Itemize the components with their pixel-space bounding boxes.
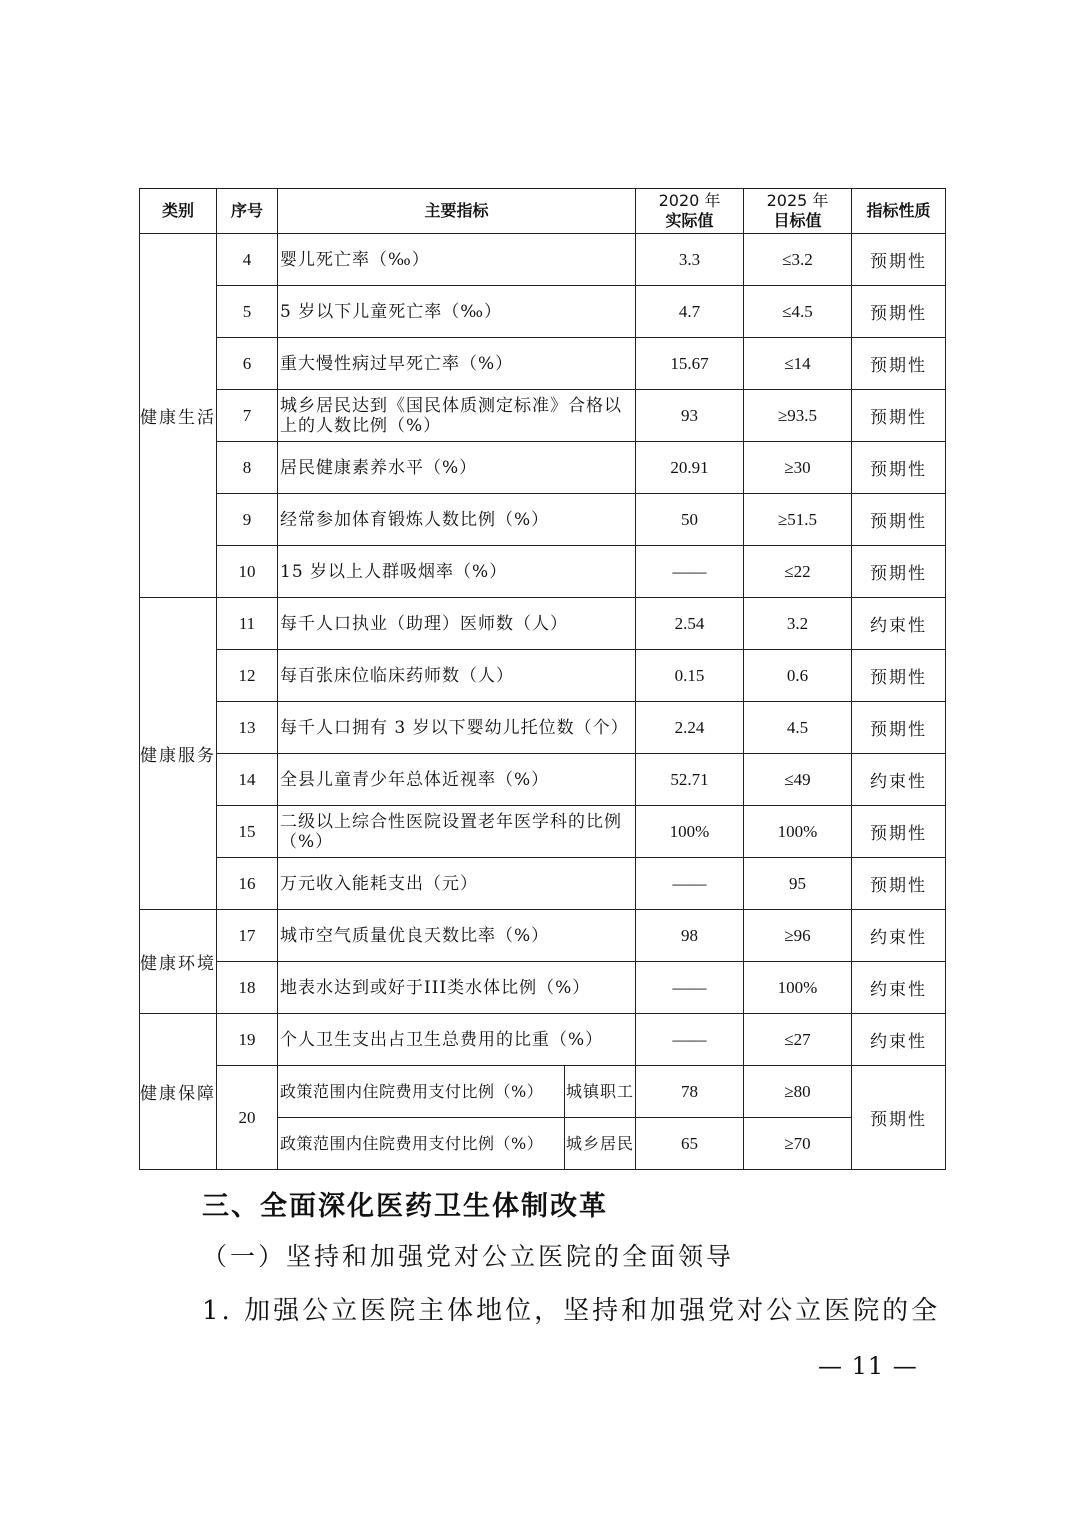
table-row — [140, 650, 946, 702]
value-2025-cell: ≥51.5 — [744, 494, 852, 546]
value-2025-cell: ≥70 — [744, 1118, 852, 1170]
value-2020-cell: 52.71 — [636, 754, 744, 806]
table-row — [140, 390, 946, 442]
value-2020-cell: 2.54 — [636, 598, 744, 650]
value-2025-cell: ≤4.5 — [744, 286, 852, 338]
seq-cell: 11 — [217, 598, 278, 650]
indicator-cell: 5 岁以下儿童死亡率（‰） — [278, 286, 636, 338]
seq-cell: 18 — [217, 962, 278, 1014]
table-row — [140, 546, 946, 598]
nature-cell: 预期性 — [852, 234, 946, 286]
table-row — [140, 1066, 946, 1118]
value-2025-cell: ≥80 — [744, 1066, 852, 1118]
sub-category-cell: 城镇职工 — [565, 1066, 636, 1118]
nature-cell: 预期性 — [852, 546, 946, 598]
nature-cell: 约束性 — [852, 910, 946, 962]
nature-cell: 约束性 — [852, 1014, 946, 1066]
seq-cell: 12 — [217, 650, 278, 702]
nature-cell: 预期性 — [852, 806, 946, 858]
header-2020-label: 实际值 — [665, 211, 714, 230]
value-2025-cell: ≤3.2 — [744, 234, 852, 286]
indicator-cell: 个人卫生支出占卫生总费用的比重（%） — [278, 1014, 636, 1066]
value-2025-cell: ≥96 — [744, 910, 852, 962]
header-seq: 序号 — [217, 189, 278, 234]
value-2025-cell: ≥30 — [744, 442, 852, 494]
category-service: 健康服务 — [140, 598, 217, 910]
value-2025-cell: ≤22 — [744, 546, 852, 598]
nature-cell: 预期性 — [852, 650, 946, 702]
value-2020-cell: —— — [636, 546, 744, 598]
value-2020-cell: 78 — [636, 1066, 744, 1118]
value-2025-cell: ≤49 — [744, 754, 852, 806]
seq-cell: 4 — [217, 234, 278, 286]
table-row — [140, 702, 946, 754]
seq-cell: 20 — [217, 1066, 278, 1170]
value-2020-cell: 3.3 — [636, 234, 744, 286]
table-row — [140, 286, 946, 338]
header-2025-year: 2025 年 — [766, 191, 829, 210]
header-2025 — [744, 189, 852, 234]
seq-cell: 8 — [217, 442, 278, 494]
indicator-cell: 婴儿死亡率（‰） — [278, 234, 636, 286]
header-2020-year: 2020 年 — [658, 191, 721, 210]
seq-cell: 17 — [217, 910, 278, 962]
category-guarantee: 健康保障 — [140, 1014, 217, 1170]
table-row — [140, 806, 946, 858]
indicator-cell: 城市空气质量优良天数比率（%） — [278, 910, 636, 962]
nature-cell: 约束性 — [852, 962, 946, 1014]
nature-cell: 预期性 — [852, 858, 946, 910]
indicator-cell: 经常参加体育锻炼人数比例（%） — [278, 494, 636, 546]
indicator-cell: 居民健康素养水平（%） — [278, 442, 636, 494]
value-2020-cell: 65 — [636, 1118, 744, 1170]
seq-cell: 6 — [217, 338, 278, 390]
nature-cell: 约束性 — [852, 598, 946, 650]
indicator-cell: 15 岁以上人群吸烟率（%） — [278, 546, 636, 598]
value-2025-cell: 4.5 — [744, 702, 852, 754]
value-2020-cell: 15.67 — [636, 338, 744, 390]
seq-cell: 5 — [217, 286, 278, 338]
seq-cell: 14 — [217, 754, 278, 806]
table-row — [140, 858, 946, 910]
table-row — [140, 962, 946, 1014]
indicator-cell: 每百张床位临床药师数（人） — [278, 650, 636, 702]
indicator-cell: 万元收入能耗支出（元） — [278, 858, 636, 910]
nature-cell: 预期性 — [852, 390, 946, 442]
nature-cell: 预期性 — [852, 702, 946, 754]
nature-cell: 预期性 — [852, 494, 946, 546]
seq-cell: 9 — [217, 494, 278, 546]
value-2025-cell: 3.2 — [744, 598, 852, 650]
indicator-cell: 重大慢性病过早死亡率（%） — [278, 338, 636, 390]
nature-cell: 预期性 — [852, 442, 946, 494]
table-row — [140, 910, 946, 962]
nature-cell: 预期性 — [852, 286, 946, 338]
value-2020-cell: 4.7 — [636, 286, 744, 338]
value-2020-cell: —— — [636, 858, 744, 910]
value-2025-cell: 0.6 — [744, 650, 852, 702]
nature-cell: 约束性 — [852, 754, 946, 806]
header-nature: 指标性质 — [852, 189, 946, 234]
header-2025-label: 目标值 — [773, 211, 822, 230]
value-2020-cell: 93 — [636, 390, 744, 442]
indicator-cell: 政策范围内住院费用支付比例（%） — [278, 1066, 565, 1118]
value-2020-cell: 50 — [636, 494, 744, 546]
value-2020-cell: —— — [636, 962, 744, 1014]
indicator-cell: 全县儿童青少年总体近视率（%） — [278, 754, 636, 806]
table-row — [140, 754, 946, 806]
table-row — [140, 598, 946, 650]
subsection-heading: （一）坚持和加强党对公立医院的全面领导 — [202, 1242, 735, 1271]
value-2020-cell: 0.15 — [636, 650, 744, 702]
value-2020-cell: 98 — [636, 910, 744, 962]
seq-cell: 16 — [217, 858, 278, 910]
indicator-cell: 每千人口执业（助理）医师数（人） — [278, 598, 636, 650]
value-2025-cell: 100% — [744, 806, 852, 858]
indicator-table — [139, 188, 946, 1170]
value-2025-cell: 95 — [744, 858, 852, 910]
seq-cell: 15 — [217, 806, 278, 858]
value-2020-cell: 2.24 — [636, 702, 744, 754]
table-row — [140, 494, 946, 546]
body-paragraph: 1. 加强公立医院主体地位，坚持和加强党对公立医院的全 — [202, 1296, 941, 1326]
header-category: 类别 — [140, 189, 217, 234]
nature-cell: 预期性 — [852, 338, 946, 390]
table-row — [140, 1014, 946, 1066]
value-2025-cell: ≤14 — [744, 338, 852, 390]
indicator-cell: 二级以上综合性医院设置老年医学科的比例（%） — [278, 806, 636, 858]
seq-cell: 7 — [217, 390, 278, 442]
seq-cell: 13 — [217, 702, 278, 754]
table-row — [140, 442, 946, 494]
seq-cell: 19 — [217, 1014, 278, 1066]
table-row — [140, 338, 946, 390]
header-indicator: 主要指标 — [278, 189, 636, 234]
page-number: — 11 — — [818, 1352, 918, 1380]
value-2020-cell: —— — [636, 1014, 744, 1066]
table-row — [140, 234, 946, 286]
value-2025-cell: ≤27 — [744, 1014, 852, 1066]
indicator-cell: 政策范围内住院费用支付比例（%） — [278, 1118, 565, 1170]
value-2020-cell: 100% — [636, 806, 744, 858]
category-life: 健康生活 — [140, 234, 217, 598]
value-2025-cell: 100% — [744, 962, 852, 1014]
section-heading: 三、全面深化医药卫生体制改革 — [202, 1191, 608, 1222]
header-2020 — [636, 189, 744, 234]
indicator-cell: 城乡居民达到《国民体质测定标准》合格以上的人数比例（%） — [278, 390, 636, 442]
indicator-cell: 每千人口拥有 3 岁以下婴幼儿托位数（个） — [278, 702, 636, 754]
nature-cell: 预期性 — [852, 1066, 946, 1170]
category-environment: 健康环境 — [140, 910, 217, 1014]
seq-cell: 10 — [217, 546, 278, 598]
sub-category-cell: 城乡居民 — [565, 1118, 636, 1170]
indicator-cell: 地表水达到或好于III类水体比例（%） — [278, 962, 636, 1014]
value-2025-cell: ≥93.5 — [744, 390, 852, 442]
table-header-row — [140, 189, 946, 234]
value-2020-cell: 20.91 — [636, 442, 744, 494]
